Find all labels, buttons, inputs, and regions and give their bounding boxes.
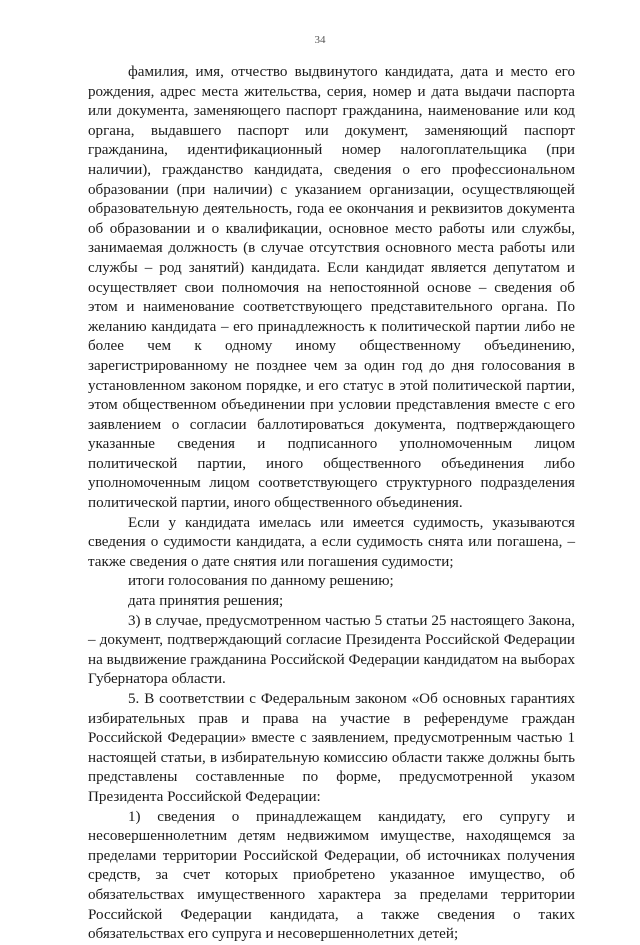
paragraph-decision-date: дата принятия решения;	[128, 593, 284, 610]
paragraph-section-5: 5. В соответствии с Федеральным законом «Об основных гарантиях избирательных прав и права на участие в референдуме граждан Российской Федерации» вместе с заявлением, предусмотренным частью 1 настоящей статьи, в избирательную комиссию области также должны быть представлены составленные по форме, предусмотренной указом Президента Российской Федерации:	[88, 691, 575, 805]
paragraph-candidate-info: фамилия, имя, отчество выдвинутого кандидата, дата и место его рождения, адрес места жительства, серия, номер и дата выдачи паспорта или документа, заменяющего паспорт гражданина, наименование или код органа, выдавшего паспорт или документ, заменяющий паспорт гражданина, идентификационный номер налогоплательщика (при наличии), гражданство кандидата, сведения о его профессиональном образовании (при наличии) с указанием организации, осуществляющей образовательную деятельность, года ее окончания и реквизитов документа об образовании и о квалификации, основное место работы или службы, занимаемая должность (в случае отсутствия основного места работы или службы – род занятий) кандидата. Если кандидат является депутатом и осуществляет свои полномочия на непостоянной основе – сведения об этом и наименование соответствующего представительного органа. По желанию кандидата – его принадлежность к политической партии либо не более чем к одному иному общественному объединению, зарегистрированному не позднее чем за один год до дня голосования в установленном законом порядке, и его статус в этой политической партии, этом общественном объединении при условии представления вместе с его заявлением о согласии баллотироваться документа, подтверждающего указанные сведения и подписанного уполномоченным лицом политической партии, иного общественного объединения либо уполномоченным лицом соответствующего структурного подразделения политической партии, иного общественного объединения.	[88, 64, 575, 512]
paragraph-conviction: Если у кандидата имелась или имеется судимость, указываются сведения о судимости кандидата, а если судимость снята или погашена, – также сведения о дате снятия или погашения судимости;	[88, 514, 575, 570]
paragraph-item-3: 3) в случае, предусмотренном частью 5 статьи 25 настоящего Закона, – документ, подтверждающий согласие Президента Российской Федерации на выдвижение гражданина Российской Федерации кандидатом на выборах Губернатора области.	[88, 612, 575, 688]
page-number: 34	[314, 34, 326, 46]
paragraph-item-1: 1) сведения о принадлежащем кандидату, его супругу и несовершеннолетним детям недвижимом имуществе, находящемся за пределами территории Российской Федерации, об источниках получения средств, за счет которых приобретено указанное имущество, об обязательствах имущественного характера за пределами территории Российской Федерации кандидата, а также сведения о таких обязательствах его супруга и несовершеннолетних детей;	[88, 808, 575, 943]
paragraph-voting-results: итоги голосования по данному решению;	[128, 573, 394, 590]
document-body	[88, 63, 575, 945]
